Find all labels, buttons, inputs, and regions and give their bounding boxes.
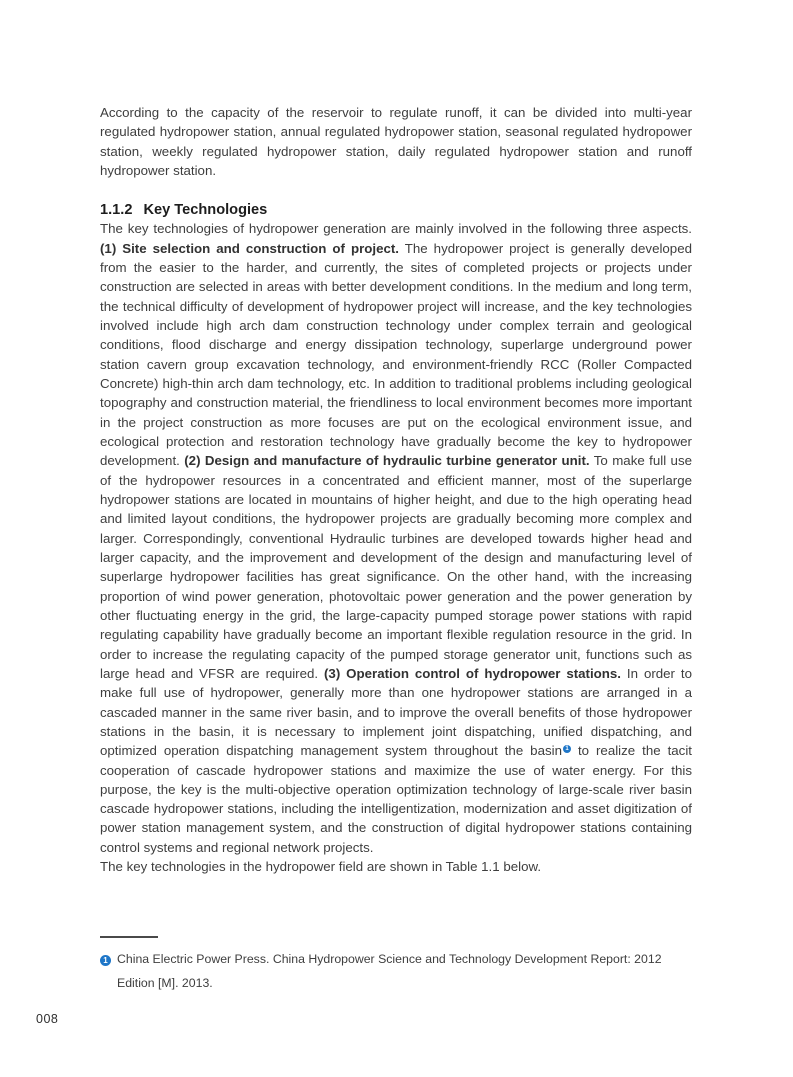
footnote-row bbox=[100, 947, 692, 995]
footnote-section bbox=[100, 936, 692, 995]
footnote-text: China Electric Power Press. China Hydropower Science and Technology Development Report: 2012 Edition [M]. 2013. bbox=[117, 952, 662, 990]
intro-paragraph: According to the capacity of the reservoir to regulate runoff, it can be divided into multi-year regulated hydropower station, annual regulated hydropower station, seasonal regulated hydropower station, weekly regulated hydropower station, daily regulated hydropower station and runoff hydropower station. bbox=[100, 105, 692, 178]
closing-paragraph: The key technologies in the hydropower field are shown in Table 1.1 below. bbox=[100, 859, 542, 875]
key-point-1: (1) Site selection and construction of project. bbox=[100, 240, 400, 256]
body-seg-3: To make full use of the hydropower resources in a concentrated and efficient manner, most of the superlarge hydropower stations are located in mountains of higher height, and due to the high operating head and limited layout conditions, the hydropower projects are gradually becoming more complex and larger. Correspondingly, conventional Hydraulic turbines are developed towards higher head and larger capacity, and the improvement and development of the design and manufacturing level of superlarge hydropower facilities has great significance. On the other hand, with the increasing proportion of wind power generation, photovoltaic power generation and the power generation by other fluctuating energy in the grid, the large-capacity pumped storage power stations with rapid regulating capability have gradually become an important flexible regulation resource in the grid. In order to increase the regulating capacity of the pumped storage generator unit, functions such as large head and VFSR are required. bbox=[100, 453, 692, 681]
page-number: 008 bbox=[36, 1012, 59, 1026]
body-seg-4: In order to make full use of hydropower, generally more than one hydropower stations are arranged in a cascaded manner in the same river basin, and to improve the overall benefits of those hydropower stations in the basin, it is necessary to implement joint dispatching, unified dispatching, and optimized operation dispatching management system throughout the basin bbox=[100, 665, 692, 759]
footnote-divider bbox=[100, 936, 158, 938]
footnote-ref-icon: 1 bbox=[563, 745, 571, 753]
body-seg-2: The hydropower project is generally developed from the easier to the harder, and currently, the sites of completed projects or projects under construction are selected in areas with better development conditions. In the medium and long term, the technical difficulty of development of hydropower project will increase, and the key technologies involved include high arch dam construction technology under complex terrain and geological conditions, flood discharge and energy dissipation technology, superlarge underground power station cavern group excavation technology, and environment-friendly RCC (Roller Compacted Concrete) high-thin arch dam technology, etc. In addition to traditional problems including geological topography and construction material, the friendliness to local environment becomes more important in the project construction as more focuses are put on the ecological environment issue, and ecological protection and restoration technology have gradually become the key to hydropower development. bbox=[100, 240, 692, 469]
footnote-marker-column bbox=[100, 947, 117, 995]
text-column bbox=[100, 103, 692, 876]
body-paragraph bbox=[100, 219, 692, 857]
section-number: 1.1.2 bbox=[100, 202, 133, 219]
footnote-marker-icon: 1 bbox=[100, 955, 111, 966]
section-heading bbox=[100, 202, 692, 219]
body-seg-5: to realize the tacit cooperation of cascade hydropower stations and maximize the use of water energy. For this purpose, the key is the multi-objective operation optimization technology of large-scale river basin cascade hydropower stations, including the intelligentization, modernization and asset digitization of power station management system, and the construction of digital hydropower stations containing control systems and regional network projects. bbox=[100, 743, 692, 855]
key-point-3: (3) Operation control of hydropower stations. bbox=[324, 665, 622, 681]
body-seg-1: The key technologies of hydropower generation are mainly involved in the following three aspects. bbox=[100, 221, 692, 237]
section-title: Key Technologies bbox=[143, 202, 268, 219]
key-point-2: (2) Design and manufacture of hydraulic turbine generator unit. bbox=[184, 453, 590, 469]
